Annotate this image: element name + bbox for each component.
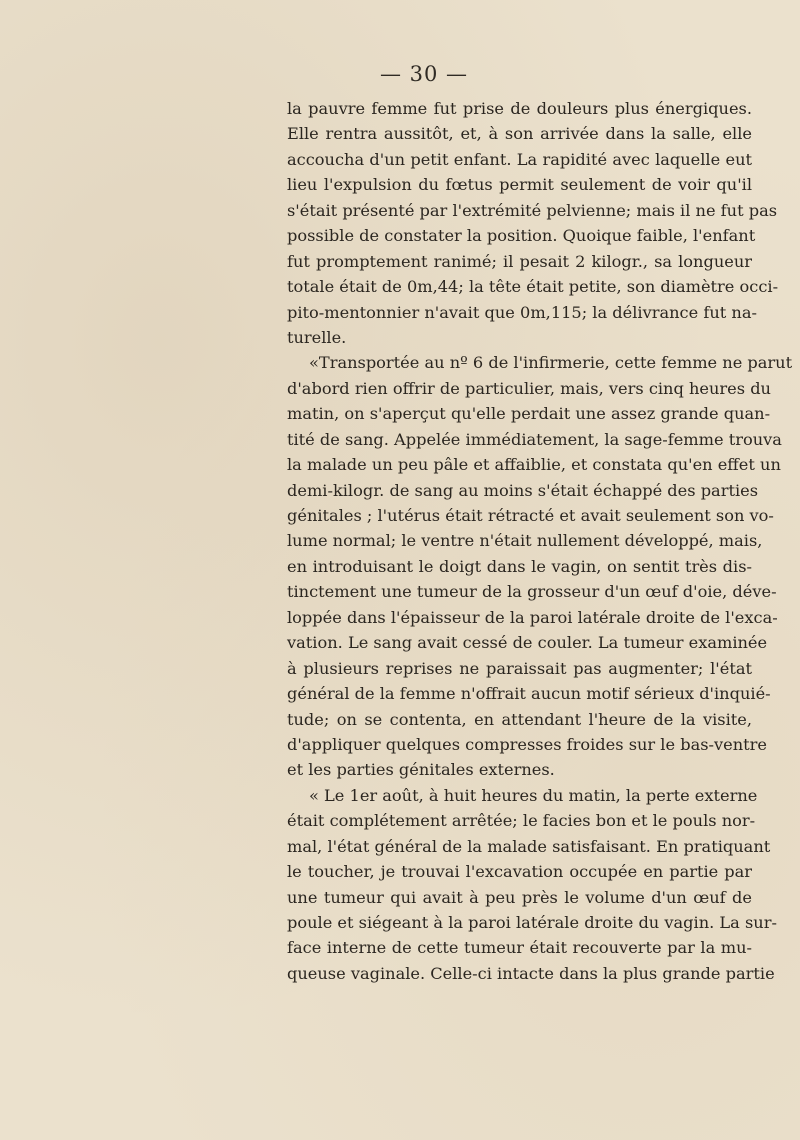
text-line: poule et siégeant à la paroi latérale droite du vagin. La sur- <box>287 913 777 932</box>
text-line: accoucha d'un petit enfant. La rapidité avec laquelle eut <box>287 149 752 169</box>
text-line: possible de constater la position. Quoique faible, l'enfant <box>287 226 756 246</box>
page-number: — 30 — <box>379 62 469 86</box>
text-line: « Le 1er août, à huit heures du matin, la perte externe <box>309 785 758 805</box>
text-line: la malade un peu pâle et affaiblie, et constata qu'en effet un <box>287 455 781 475</box>
text-line: tinctement une tumeur de la grosseur d'un œuf d'oie, déve- <box>287 582 777 602</box>
text-line: la pauvre femme fut prise de douleurs plus énergiques. <box>287 99 752 118</box>
text-line: tude; on se contenta, en attendant l'heure de la visite, <box>287 709 752 729</box>
text-line: face interne de cette tumeur était recouverte par la mu- <box>287 938 752 958</box>
text-line: fut promptement ranimé; il pesait 2 kilogr., sa longueur <box>287 251 752 271</box>
text-line: mal, l'état général de la malade satisfaisant. En pratiquant <box>287 836 771 856</box>
text-line: génitales ; l'utérus était rétracté et avait seulement son vo- <box>287 506 774 525</box>
text-line: queuse vaginale. Celle-ci intacte dans la plus grande partie <box>287 963 775 983</box>
text-line: lume normal; le ventre n'était nullement développé, mais, <box>287 531 763 551</box>
text-line: vation. Le sang avait cessé de couler. La tumeur examinée <box>287 633 768 653</box>
text-line: demi-kilogr. de sang au moins s'était échappé des parties <box>287 480 759 500</box>
body-text <box>287 96 793 986</box>
text-line: d'appliquer quelques compresses froides sur le bas-ventre <box>287 734 767 754</box>
text-line: en introduisant le doigt dans le vagin, on sentit très dis- <box>287 556 752 576</box>
text-line: Elle rentra aussitôt, et, à son arrivée dans la salle, elle <box>287 124 752 144</box>
text-line: pito-mentonnier n'avait que 0m,115; la délivrance fut na- <box>287 302 757 322</box>
text-line: et les parties génitales externes. <box>287 760 555 780</box>
text-line: à plusieurs reprises ne paraissait pas augmenter; l'état <box>287 658 752 678</box>
text-line: matin, on s'aperçut qu'elle perdait une assez grande quan- <box>287 404 771 424</box>
text-line: lieu l'expulsion du fœtus permit seulement de voir qu'il <box>287 175 752 195</box>
text-line: était complétement arrêtée; le facies bon et le pouls nor- <box>287 811 756 831</box>
text-line: loppée dans l'épaisseur de la paroi latérale droite de l'exca- <box>287 607 778 627</box>
text-line: s'était présenté par l'extrémité pelvienne; mais il ne fut pas <box>287 200 778 220</box>
text-line: turelle. <box>287 327 347 347</box>
text-line: «Transportée au nº 6 de l'infirmerie, cette femme ne parut <box>309 353 793 373</box>
text-line: totale était de 0m,44; la tête était petite, son diamètre occi- <box>287 277 779 297</box>
text-line: d'abord rien offrir de particulier, mais, vers cinq heures du <box>287 378 771 398</box>
text-line: général de la femme n'offrait aucun motif sérieux d'inquié- <box>287 684 771 704</box>
text-line: tité de sang. Appelée immédiatement, la sage-femme trouva <box>287 429 782 449</box>
text-line: le toucher, je trouvai l'excavation occupée en partie par <box>287 862 752 882</box>
text-line: une tumeur qui avait à peu près le volume d'un œuf de <box>287 887 752 907</box>
